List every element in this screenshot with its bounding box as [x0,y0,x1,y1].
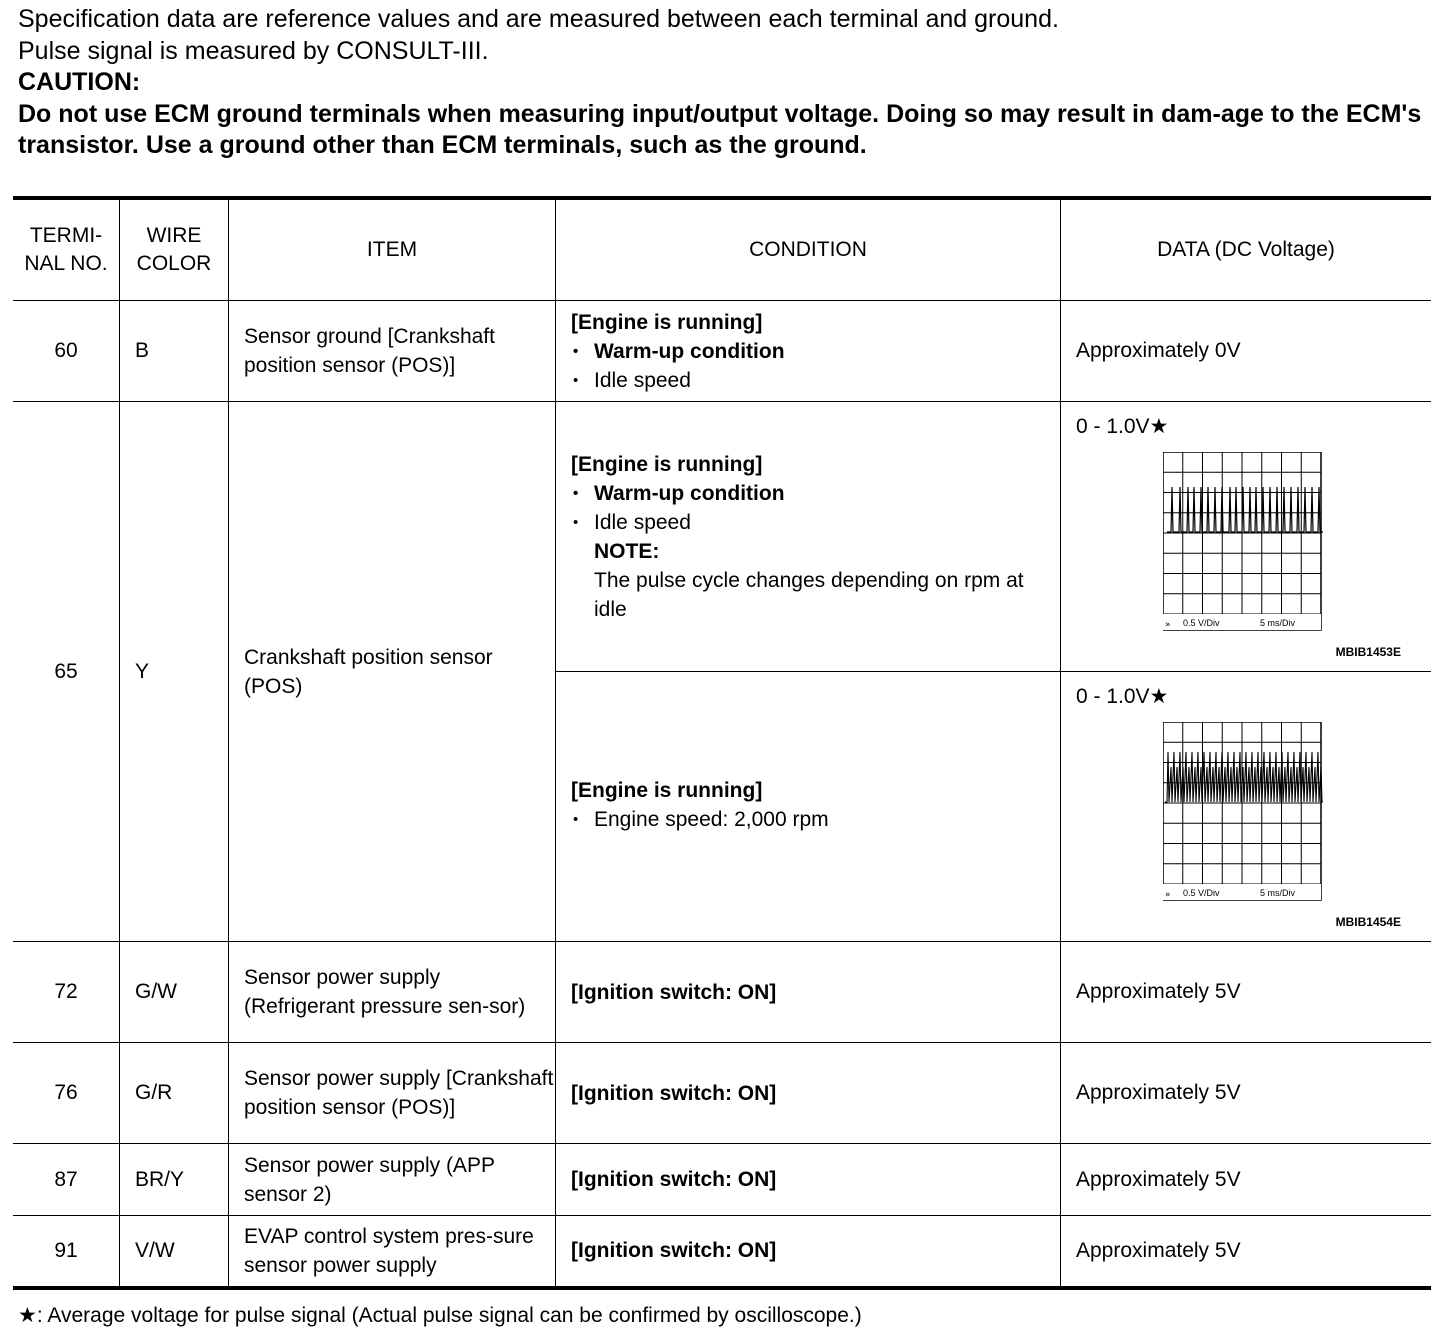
table-row [13,942,1431,1043]
scale-volt: 0.5 V/Div [1183,618,1220,628]
caution-label: CAUTION: [18,68,141,96]
oscilloscope-waveform-idle [1163,452,1325,634]
condition-head: [Ignition switch: ON] [556,1144,1061,1216]
table-row [13,1144,1431,1216]
terminal-no: 65 [13,402,120,942]
condition-head: [Engine is running] [571,778,763,802]
condition-bullet: • Idle speed [571,366,1060,395]
table-header-row [13,198,1431,301]
condition-head: [Engine is running] [571,310,763,334]
condition-bullet: • Idle speed [571,508,1060,537]
terminal-no: 87 [13,1144,120,1216]
header-data: DATA (DC Voltage) [1061,198,1432,301]
wire-color: V/W [120,1216,229,1288]
pulse-trace [1165,752,1323,802]
wire-color: BR/Y [120,1144,229,1216]
condition-bullet: • Warm-up condition [571,479,1060,508]
item-text: Sensor ground [Crankshaft position sensor (POS)] [229,301,556,402]
wire-color: G/W [120,942,229,1043]
data-value: Approximately 5V [1061,1043,1432,1144]
terminal-no: 76 [13,1043,120,1144]
scope-mode-icon: » [1165,890,1171,900]
header-item: ITEM [229,198,556,301]
condition-bullet: • Engine speed: 2,000 rpm [571,805,1060,834]
item-text: Sensor power supply (APP sensor 2) [229,1144,556,1216]
data-value: Approximately 0V [1061,301,1432,402]
condition-cell [556,402,1061,672]
header-condition: CONDITION [556,198,1061,301]
table-row [13,301,1431,402]
item-text: Sensor power supply (Refrigerant pressure sen-sor) [229,942,556,1043]
wire-color: Y [120,402,229,942]
data-value: Approximately 5V [1061,1216,1432,1288]
terminal-spec-table [13,196,1431,1290]
terminal-no: 91 [13,1216,120,1288]
condition-head: [Engine is running] [571,452,763,476]
note-label: NOTE: [594,539,660,563]
data-value: 0 - 1.0V★ [1076,415,1169,438]
intro-line-1: Specification data are reference values and are measured between each terminal and ground. [18,5,1059,33]
terminal-no: 60 [13,301,120,402]
condition-cell [556,301,1061,402]
data-value: Approximately 5V [1061,1144,1432,1216]
scale-volt: 0.5 V/Div [1183,888,1220,898]
header-terminal: TERMI-NAL NO. [13,198,120,301]
waveform-cell [1061,672,1432,942]
table-row [13,402,1431,672]
waveform-cell [1061,402,1432,672]
table-row [13,1216,1431,1288]
intro-line-2: Pulse signal is measured by CONSULT-III. [18,36,489,65]
condition-head: [Ignition switch: ON] [556,1216,1061,1288]
condition-head: [Ignition switch: ON] [556,1043,1061,1144]
condition-bullet: • Warm-up condition [571,337,1060,366]
wire-color: G/R [120,1043,229,1144]
wire-color: B [120,301,229,402]
item-text: EVAP control system pres-sure sensor power supply [229,1216,556,1288]
scope-mode-icon: » [1165,620,1171,630]
caution-text: Do not use ECM ground terminals when measuring input/output voltage. Doing so may result in dam-age to the ECM's transistor. Use a ground other than ECM terminals, such as the ground. [18,99,1422,159]
condition-cell [556,672,1061,942]
item-text: Crankshaft position sensor (POS) [229,402,556,942]
footnote: ★: Average voltage for pulse signal (Actual pulse signal can be confirmed by oscilloscope.) [18,1304,862,1327]
oscilloscope-waveform-2000rpm [1163,722,1325,904]
scale-time: 5 ms/Div [1260,618,1296,628]
terminal-no: 72 [13,942,120,1043]
data-value: 0 - 1.0V★ [1076,685,1169,708]
header-wire-color: WIRE COLOR [120,198,229,301]
figure-id: MBIB1453E [1335,645,1401,659]
note-text: The pulse cycle changes depending on rpm at idle [594,568,1024,621]
figure-id: MBIB1454E [1335,915,1401,929]
pulse-trace [1167,487,1323,532]
intro-text [18,4,1438,162]
item-text: Sensor power supply [Crankshaft position sensor (POS)] [229,1043,556,1144]
data-value: Approximately 5V [1061,942,1432,1043]
condition-head: [Ignition switch: ON] [556,942,1061,1043]
scale-time: 5 ms/Div [1260,888,1296,898]
table-row [13,1043,1431,1144]
